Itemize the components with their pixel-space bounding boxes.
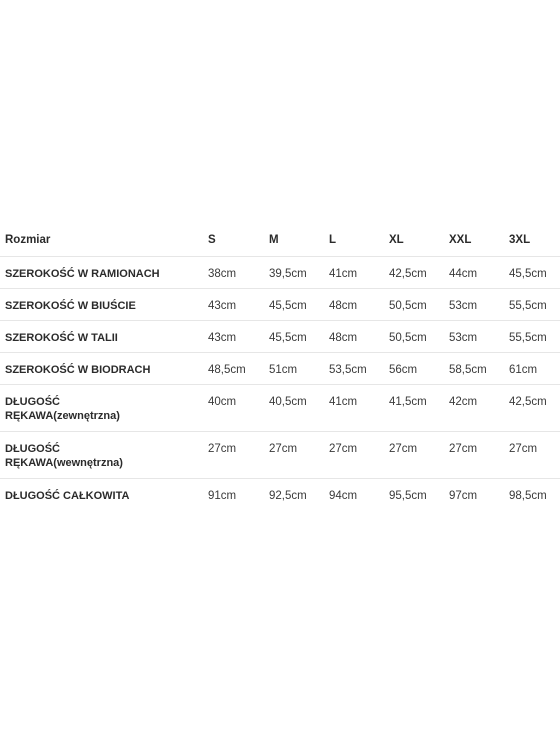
table-cell: 97cm — [449, 489, 478, 502]
table-cell: 53cm — [444, 288, 504, 320]
table-cell: 44cm — [444, 256, 504, 288]
table-cell: 38cm — [203, 256, 264, 288]
row-label: DŁUGOŚĆ CAŁKOWITA — [5, 489, 130, 502]
table-row — [0, 352, 560, 384]
table-cell: 27cm — [324, 431, 384, 478]
table-cell: 50,5cm — [384, 320, 444, 352]
table-cell: 48cm — [324, 320, 384, 352]
row-label — [0, 384, 203, 431]
table-cell: 40cm — [203, 384, 264, 431]
header-cell-size: Rozmiar — [0, 222, 203, 256]
table-row — [0, 320, 560, 352]
table-cell: 41,5cm — [384, 384, 444, 431]
table-cell: 39,5cm — [264, 256, 324, 288]
table-cell: 45,5cm — [264, 288, 324, 320]
row-label-line: RĘKAWA(zewnętrzna) — [5, 409, 120, 422]
table-cell: 27cm — [384, 431, 444, 478]
row-label: SZEROKOŚĆ W BIODRACH — [0, 352, 203, 384]
table-cell: 27cm — [444, 431, 504, 478]
table-row — [0, 288, 560, 320]
table-cell: 27cm — [264, 431, 324, 478]
size-chart-table — [0, 222, 560, 510]
table-cell: 56cm — [384, 352, 444, 384]
table-cell: 45,5cm — [504, 256, 560, 288]
row-label: SZEROKOŚĆ W RAMIONACH — [0, 256, 203, 288]
table-cell: 41cm — [324, 256, 384, 288]
header-row — [0, 222, 560, 256]
header-cell-l: L — [324, 222, 384, 256]
row-label-line: DŁUGOŚĆ — [5, 442, 60, 455]
table-cell: 92,5cm — [269, 489, 307, 502]
header-cell-xxl: XXL — [444, 222, 504, 256]
table-cell: 95,5cm — [389, 489, 427, 502]
table-cell: 55,5cm — [504, 288, 560, 320]
table-row — [0, 431, 560, 478]
table-row — [0, 256, 560, 288]
table-cell: 91cm — [208, 489, 237, 502]
header-cell-m: M — [264, 222, 324, 256]
table-cell: 94cm — [329, 489, 358, 502]
table-cell: 43cm — [203, 320, 264, 352]
table-cell: 48cm — [324, 288, 384, 320]
table-cell: 48,5cm — [203, 352, 264, 384]
row-label-line: RĘKAWA(wewnętrzna) — [5, 456, 123, 469]
table-cell: 41cm — [324, 384, 384, 431]
row-label — [0, 431, 203, 478]
table-cell: 51cm — [264, 352, 324, 384]
table-cell: 61cm — [504, 352, 560, 384]
table-row — [0, 384, 560, 431]
table-cell: 27cm — [203, 431, 264, 478]
table-cell: 55,5cm — [504, 320, 560, 352]
header-cell-3xl: 3XL — [504, 222, 560, 256]
table-cell: 98,5cm — [509, 489, 547, 502]
table-cell: 45,5cm — [264, 320, 324, 352]
table-cell: 58,5cm — [444, 352, 504, 384]
table-cell: 50,5cm — [384, 288, 444, 320]
row-label: SZEROKOŚĆ W BIUŚCIE — [0, 288, 203, 320]
header-cell-s: S — [203, 222, 264, 256]
table-cell: 53cm — [444, 320, 504, 352]
header-cell-xl: XL — [384, 222, 444, 256]
table-cell: 40,5cm — [264, 384, 324, 431]
table-cell: 42,5cm — [384, 256, 444, 288]
table-row — [0, 478, 560, 510]
table-cell: 42,5cm — [504, 384, 560, 431]
table-cell: 53,5cm — [324, 352, 384, 384]
table-cell: 43cm — [203, 288, 264, 320]
table-cell: 27cm — [504, 431, 560, 478]
row-label: SZEROKOŚĆ W TALII — [0, 320, 203, 352]
table-cell: 42cm — [444, 384, 504, 431]
row-label-line: DŁUGOŚĆ — [5, 395, 60, 408]
